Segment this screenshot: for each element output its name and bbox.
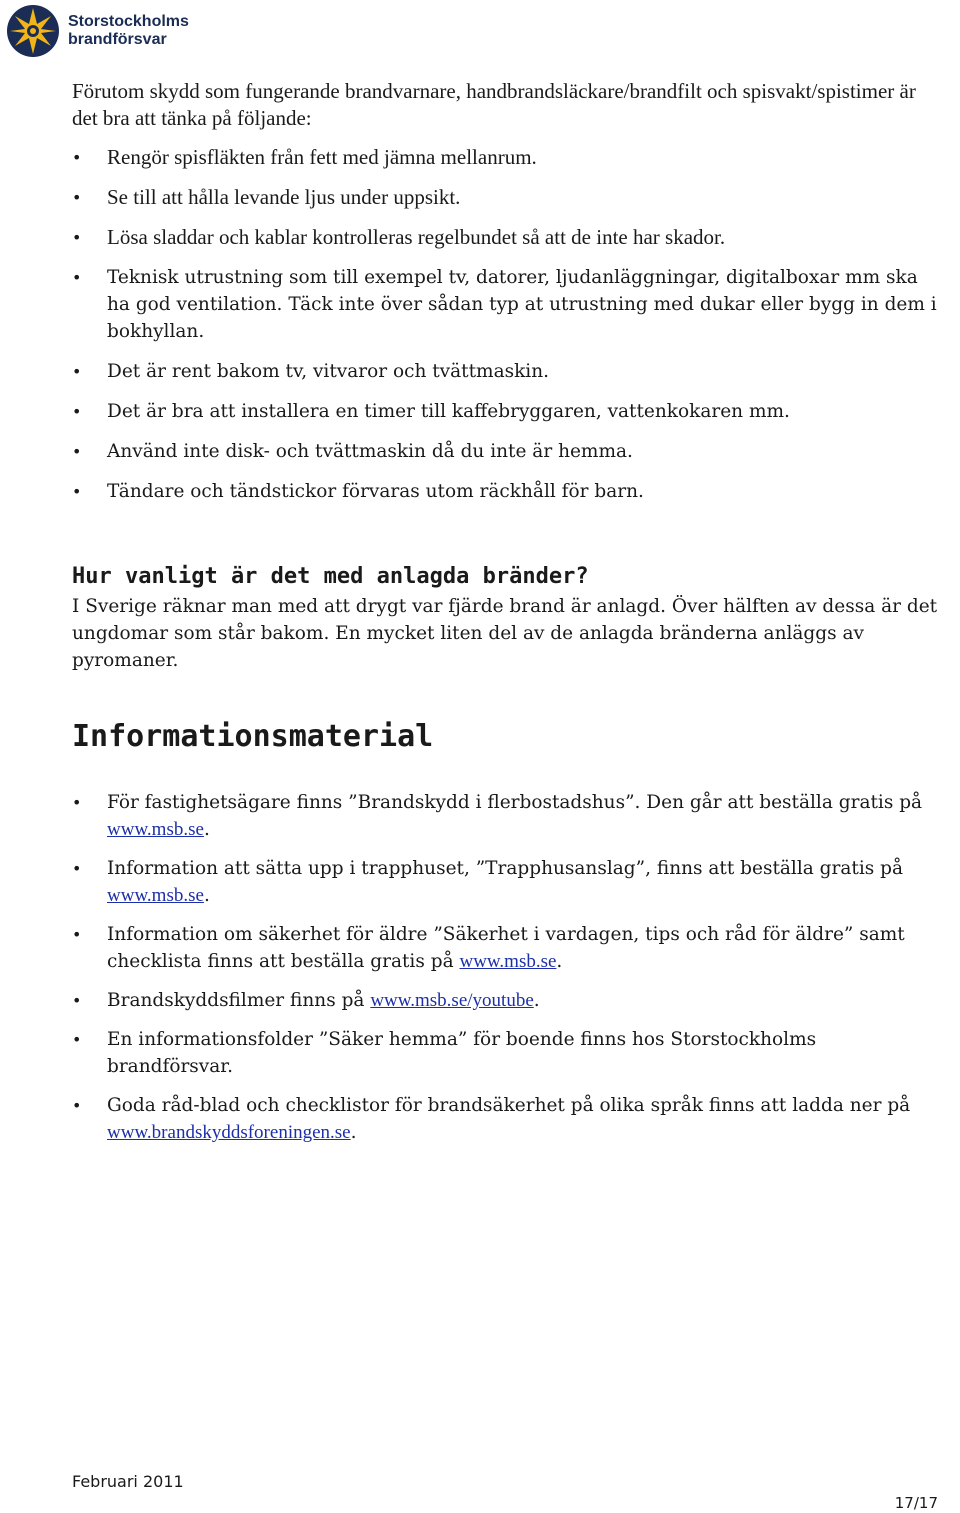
footer-date: Februari 2011: [72, 1472, 184, 1491]
list-item: • Lösa sladdar och kablar kontrolleras regelbundet så att de inte har skador.: [72, 224, 942, 251]
intro-paragraph: Förutom skydd som fungerande brandvarnare, handbrandsläckare/brandfilt och spisvakt/spistimer är det bra att tänka på följande:: [72, 79, 916, 130]
msb-youtube-link[interactable]: www.msb.se/youtube: [370, 990, 534, 1011]
msb-link[interactable]: www.msb.se: [107, 819, 204, 840]
brandskyddsforeningen-link[interactable]: www.brandskyddsforeningen.se: [107, 1122, 351, 1143]
star-logo-icon: [6, 4, 60, 58]
list-item: • Brandskyddsfilmer finns på www.msb.se/youtube.: [72, 987, 942, 1014]
list-item: • Rengör spisfläkten från fett med jämna mellanrum.: [72, 144, 942, 171]
info-list: [72, 789, 942, 1146]
list-item: • För fastighetsägare finns ”Brandskydd i flerbostadshus”. Den går att beställa gratis på www.msb.se.: [72, 789, 942, 843]
list-item: • Det är bra att installera en timer till kaffebryggaren, vattenkokaren mm.: [72, 398, 942, 425]
section-paragraph: I Sverige räknar man med att drygt var fjärde brand är anlagd. Över hälften av dessa är det ungdomar som står bakom. En mycket liten del av de anlagda bränderna anläggs av pyromaner.: [72, 596, 938, 671]
msb-link[interactable]: www.msb.se: [107, 885, 204, 906]
tips-list: [72, 144, 942, 505]
logo-line-2: brandförsvar: [68, 31, 167, 48]
document-body: [72, 78, 942, 1158]
list-item: • Information om säkerhet för äldre ”Säkerhet i vardagen, tips och råd för äldre” samt checklista finns att beställa gratis på www.msb.se.: [72, 921, 942, 975]
list-item: • Det är rent bakom tv, vitvaror och tvättmaskin.: [72, 358, 942, 385]
list-item: • Information att sätta upp i trapphuset, ”Trapphusanslag”, finns att beställa gratis på www.msb.se.: [72, 855, 942, 909]
list-item: • Tändare och tändstickor förvaras utom räckhåll för barn.: [72, 478, 942, 505]
brand-logo: [6, 4, 189, 58]
page-title: Informationsmaterial: [72, 719, 434, 754]
list-item: • Se till att hålla levande ljus under uppsikt.: [72, 184, 942, 211]
logo-line-1: Storstockholms: [68, 13, 189, 30]
list-item: • Teknisk utrustning som till exempel tv, datorer, ljudanläggningar, digitalboxar mm ska ha god ventilation. Täck inte över sådan typ at utrustning med dukar eller bygg in dem i bokhyllan.: [72, 264, 942, 345]
page-number: 17/17: [894, 1494, 938, 1512]
list-item: • Goda råd-blad och checklistor för brandsäkerhet på olika språk finns att ladda ner på www.brandskyddsforeningen.se.: [72, 1092, 942, 1146]
msb-link[interactable]: www.msb.se: [459, 951, 557, 972]
list-item: • Använd inte disk- och tvättmaskin då du inte är hemma.: [72, 438, 942, 465]
section-heading: Hur vanligt är det med anlagda bränder?: [72, 564, 589, 589]
list-item: • En informationsfolder ”Säker hemma” för boende finns hos Storstockholms brandförsvar.: [72, 1026, 942, 1080]
